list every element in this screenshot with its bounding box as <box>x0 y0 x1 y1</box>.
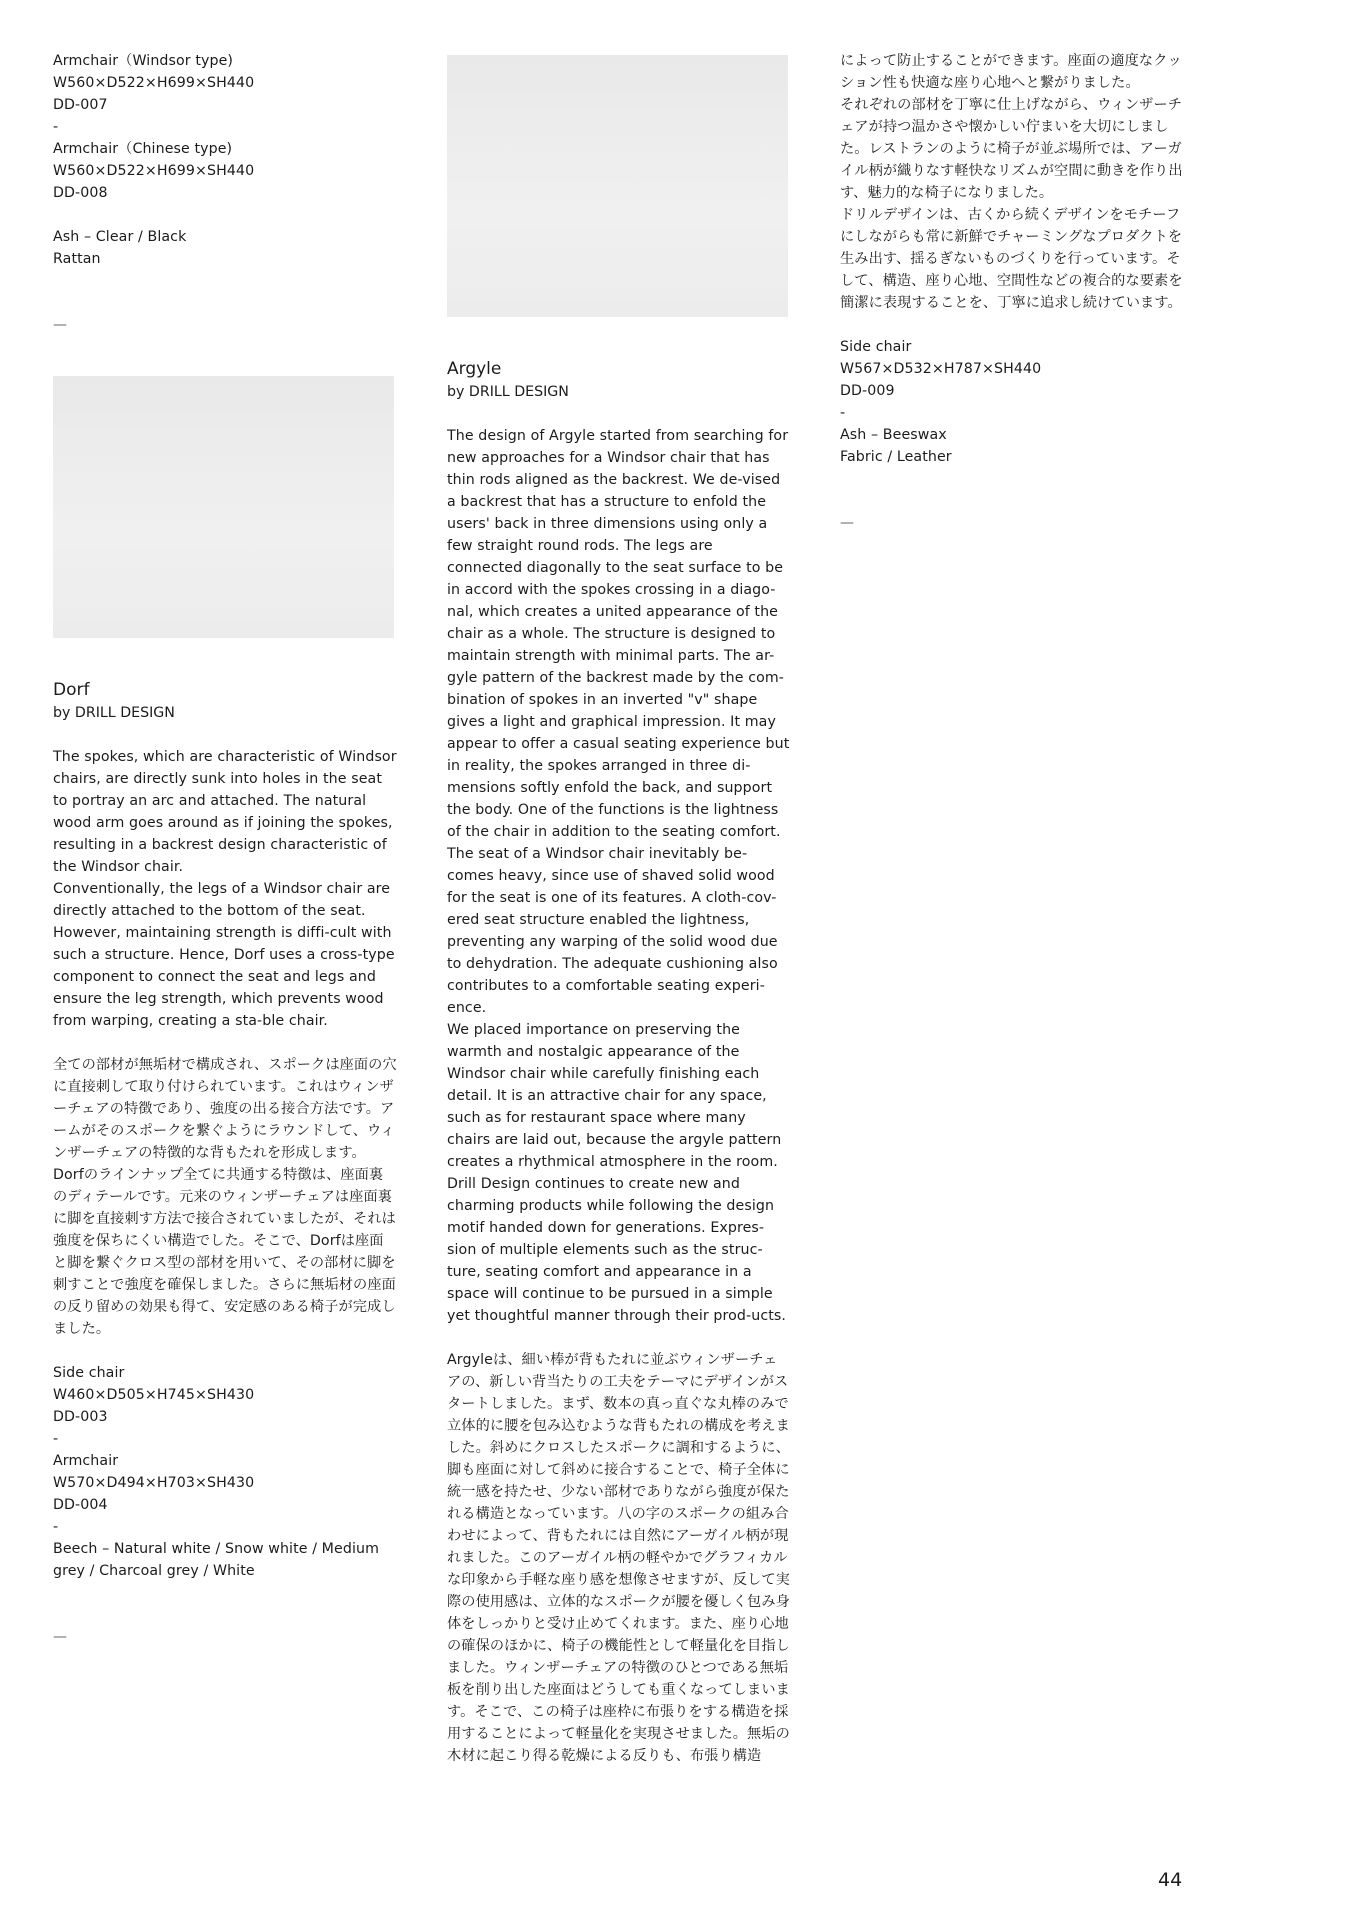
dorf-byline: by DRILL DESIGN <box>53 705 175 721</box>
dorf-body-ja: 全ての部材が無垢材で構成され、スポークは座面の穴に直接刺して取り付けられています。これはウィンザーチェアの特徴であり、強度の出る接合方法です。アームがそのスポークを繋ぐようにラウンドして、ウィンザーチェアの特徴的な背もたれを形成します。 Dorfのラインナップ全てに共通する特徴は、座面裏のディテールです。元来のウィンザーチェアは座面裏に脚を直接刺す方法で接合されていましたが、それは強度を保ちにくい構造でした。そこで、Dorfは座面と脚を繋ぐクロス型の部材を用いて、その部材に脚を刺すことで強度を確保しました。さらに無垢材の座面の反り留めの効果も得て、安定感のある椅子が完成しました。 <box>53 1057 397 1337</box>
argyle-body-en: The design of Argyle started from searching for new approaches for a Windsor chair that has thin rods aligned as the backrest. We de-vised a backrest that has a structure to enfold the users' back in three dimensions using only a few straight round rods. The legs are connected diagonally to the seat surface to be in accord with the spokes crossing in a diago-nal, which creates a united appearance of the chair as a whole. The structure is designed to maintain strength with minimal parts. The ar-gyle pattern of the backrest made by the com-bination of spokes in an inverted "v" shape gives a light and graphical impression. It may appear to offer a casual seating experience but in reality, the spokes arranged in three di-mensions softly enfold the back, and support the body. One of the functions is the lightness of the chair in addition to the seating comfort. The seat of a Windsor chair inevitably be-comes heavy, since use of shaved solid wood for the seat is one of its features. A cloth-cov-ered seat structure enabled the lightness, preventing any warping of the solid wood due to dehydration. The adequate cushioning also contributes to a comfortable seating experi-ence. We placed importance on preserving the warmth and nostalgic appearance of the Windsor chair while carefully finishing each detail. It is an attractive chair for any space, such as for restaurant space where many chairs are laid out, because the argyle pattern creates a rhythmical atmosphere in the room. Drill Design continues to create new and charming products while following the design motif handed down for generations. Expres-sion of multiple elements such as the struc-ture, seating comfort and appearance in a space will continue to be pursued in a simple yet thoughtful manner through their prod-ucts. <box>447 428 790 1324</box>
divider: — <box>53 1629 67 1645</box>
page-number: 44 <box>1158 1869 1183 1891</box>
dorf-body-en: The spokes, which are characteristic of Windsor chairs, are directly sunk into holes in the seat to portray an arc and attached. The natural wood arm goes around as if joining the spokes, resulting in a backrest design characteristic of the Windsor chair. Conventionally, the legs of a Windsor chair are directly attached to the bottom of the seat. However, maintaining strength is diffi-cult with such a structure. Hence, Dorf uses a cross-type component to connect the seat and legs and ensure the leg strength, which prevents wood from warping, creating a sta-ble chair. <box>53 749 397 1029</box>
argyle-byline: by DRILL DESIGN <box>447 384 569 400</box>
argyle-body-ja-continued: によって防止することができます。座面の適度なクッション性も快適な座り心地へと繋がりました。 それぞれの部材を丁寧に仕上げながら、ウィンザーチェアが持つ温かさや懐かしい佇まいを大切にしました。レストランのように椅子が並ぶ場所では、アーガイル柄が織りなす軽快なリズムが空間に動きを作り出す、魅力的な椅子になりました。 ドリルデザインは、古くから続くデザインをモチーフにしながらも常に新鮮でチャーミングなプロダクトを生み出す、揺るぎないものづくりを行っています。そして、構造、座り心地、空間性などの複合的な要素を簡潔に表現することを、丁寧に追求し続けています。 <box>840 53 1183 311</box>
divider: — <box>840 515 854 531</box>
dorf-chair-photo <box>53 376 394 638</box>
right-column <box>840 50 1184 574</box>
divider: — <box>53 317 67 333</box>
middle-column <box>447 55 791 1767</box>
intro-specs: Armchair（Windsor type) W560×D522×H699×SH440 DD-007 - Armchair（Chinese type) W560×D522×H699×SH440 DD-008 Ash – Clear / Black Rattan <box>53 53 255 267</box>
left-column <box>53 50 397 1688</box>
dorf-specs: Side chair W460×D505×H745×SH430 DD-003 - Armchair W570×D494×H703×SH430 DD-004 - Beech – Natural white / Snow white / Medium grey / Charcoal grey / White <box>53 1365 380 1579</box>
argyle-body-ja: Argyleは、細い棒が背もたれに並ぶウィンザーチェアの、新しい背当たりの工夫をテーマにデザインがスタートしました。まず、数本の真っ直ぐな丸棒のみで立体的に腰を包み込むような背もたれの構成を考えました。斜めにクロスしたスポークに調和するように、脚も座面に対して斜めに接合することで、椅子全体に統一感を持たせ、少ない部材でありながら強度が保たれる構造となっています。八の字のスポークの組み合わせによって、背もたれには自然にアーガイル柄が現れました。このアーガイル柄の軽やかでグラフィカルな印象から手軽な座り感を想像させますが、反して実際の使用感は、立体的なスポークが腰を優しく包み身体をしっかりと受け止めてくれます。また、座り心地の確保のほかに、椅子の機能性として軽量化を目指しました。ウィンザーチェアの特徴のひとつである無垢板を削り出した座面はどうしても重くなってしまいます。そこで、この椅子は座枠に布張りをする構造を採用することによって軽量化を実現させました。無垢の木材に起こり得る乾燥による反りも、布張り構造 <box>447 1352 790 1764</box>
argyle-title: Argyle <box>447 359 502 379</box>
argyle-chair-photo <box>447 55 788 317</box>
dorf-title: Dorf <box>53 680 90 700</box>
argyle-specs: Side chair W567×D532×H787×SH440 DD-009 - Ash – Beeswax Fabric / Leather <box>840 339 1042 465</box>
